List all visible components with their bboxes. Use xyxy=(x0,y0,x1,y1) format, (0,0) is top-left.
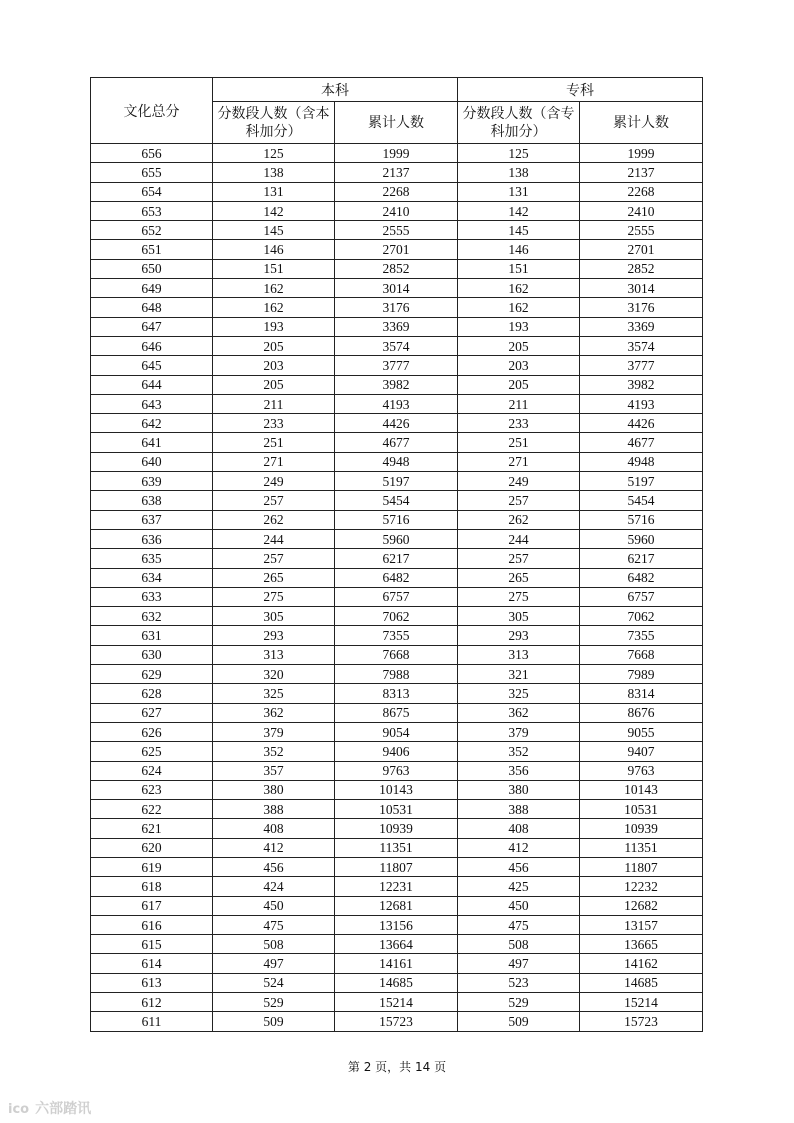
header-zhuanke-cumulative: 累计人数 xyxy=(580,102,703,144)
table-row xyxy=(91,163,703,182)
zhuanke-cumulative-cell: 9055 xyxy=(580,722,703,741)
zhuanke-segment-cell: 249 xyxy=(458,472,580,491)
zhuanke-cumulative-cell: 11351 xyxy=(580,838,703,857)
zhuanke-cumulative-cell: 15214 xyxy=(580,993,703,1012)
table-row xyxy=(91,857,703,876)
score-cell: 642 xyxy=(91,414,213,433)
zhuanke-segment-cell: 450 xyxy=(458,896,580,915)
table-row xyxy=(91,800,703,819)
zhuanke-segment-cell: 262 xyxy=(458,510,580,529)
benke-cumulative-cell: 8313 xyxy=(335,684,458,703)
zhuanke-cumulative-cell: 4426 xyxy=(580,414,703,433)
zhuanke-segment-cell: 293 xyxy=(458,626,580,645)
score-cell: 634 xyxy=(91,568,213,587)
zhuanke-cumulative-cell: 2268 xyxy=(580,182,703,201)
benke-segment-cell: 412 xyxy=(213,838,335,857)
zhuanke-cumulative-cell: 3176 xyxy=(580,298,703,317)
zhuanke-cumulative-cell: 4193 xyxy=(580,394,703,413)
score-cell: 626 xyxy=(91,722,213,741)
zhuanke-cumulative-cell: 3777 xyxy=(580,356,703,375)
score-cell: 640 xyxy=(91,452,213,471)
table-row xyxy=(91,452,703,471)
zhuanke-cumulative-cell: 2137 xyxy=(580,163,703,182)
zhuanke-cumulative-cell: 7989 xyxy=(580,665,703,684)
score-cell: 647 xyxy=(91,317,213,336)
benke-segment-cell: 325 xyxy=(213,684,335,703)
table-row xyxy=(91,877,703,896)
benke-cumulative-cell: 4193 xyxy=(335,394,458,413)
zhuanke-cumulative-cell: 15723 xyxy=(580,1012,703,1031)
score-cell: 652 xyxy=(91,221,213,240)
zhuanke-cumulative-cell: 13157 xyxy=(580,915,703,934)
zhuanke-cumulative-cell: 10143 xyxy=(580,780,703,799)
benke-segment-cell: 249 xyxy=(213,472,335,491)
zhuanke-cumulative-cell: 9407 xyxy=(580,742,703,761)
table-row xyxy=(91,356,703,375)
benke-cumulative-cell: 7988 xyxy=(335,665,458,684)
benke-cumulative-cell: 12231 xyxy=(335,877,458,896)
zhuanke-cumulative-cell: 11807 xyxy=(580,857,703,876)
score-cell: 649 xyxy=(91,279,213,298)
benke-cumulative-cell: 14685 xyxy=(335,973,458,992)
score-cell: 624 xyxy=(91,761,213,780)
zhuanke-cumulative-cell: 3014 xyxy=(580,279,703,298)
benke-cumulative-cell: 7062 xyxy=(335,607,458,626)
zhuanke-segment-cell: 265 xyxy=(458,568,580,587)
benke-cumulative-cell: 10531 xyxy=(335,800,458,819)
score-cell: 633 xyxy=(91,587,213,606)
zhuanke-segment-cell: 271 xyxy=(458,452,580,471)
zhuanke-cumulative-cell: 8314 xyxy=(580,684,703,703)
score-cell: 611 xyxy=(91,1012,213,1031)
table-row xyxy=(91,510,703,529)
score-cell: 617 xyxy=(91,896,213,915)
benke-segment-cell: 125 xyxy=(213,144,335,163)
benke-segment-cell: 362 xyxy=(213,703,335,722)
score-cell: 621 xyxy=(91,819,213,838)
score-cell: 612 xyxy=(91,993,213,1012)
benke-segment-cell: 138 xyxy=(213,163,335,182)
benke-cumulative-cell: 9054 xyxy=(335,722,458,741)
zhuanke-segment-cell: 275 xyxy=(458,587,580,606)
zhuanke-segment-cell: 203 xyxy=(458,356,580,375)
benke-cumulative-cell: 9763 xyxy=(335,761,458,780)
zhuanke-cumulative-cell: 8676 xyxy=(580,703,703,722)
benke-segment-cell: 244 xyxy=(213,529,335,548)
score-cell: 654 xyxy=(91,182,213,201)
table-row xyxy=(91,529,703,548)
zhuanke-cumulative-cell: 12232 xyxy=(580,877,703,896)
score-cell: 625 xyxy=(91,742,213,761)
zhuanke-segment-cell: 146 xyxy=(458,240,580,259)
score-cell: 620 xyxy=(91,838,213,857)
benke-cumulative-cell: 2701 xyxy=(335,240,458,259)
zhuanke-segment-cell: 475 xyxy=(458,915,580,934)
zhuanke-segment-cell: 131 xyxy=(458,182,580,201)
zhuanke-cumulative-cell: 10939 xyxy=(580,819,703,838)
zhuanke-cumulative-cell: 1999 xyxy=(580,144,703,163)
benke-cumulative-cell: 11807 xyxy=(335,857,458,876)
table-row xyxy=(91,375,703,394)
zhuanke-segment-cell: 138 xyxy=(458,163,580,182)
header-benke-cumulative: 累计人数 xyxy=(335,102,458,144)
zhuanke-segment-cell: 508 xyxy=(458,935,580,954)
table-row xyxy=(91,703,703,722)
zhuanke-segment-cell: 380 xyxy=(458,780,580,799)
zhuanke-cumulative-cell: 4677 xyxy=(580,433,703,452)
table-row xyxy=(91,1012,703,1031)
zhuanke-segment-cell: 205 xyxy=(458,336,580,355)
benke-segment-cell: 151 xyxy=(213,259,335,278)
zhuanke-segment-cell: 362 xyxy=(458,703,580,722)
score-cell: 623 xyxy=(91,780,213,799)
benke-segment-cell: 257 xyxy=(213,491,335,510)
benke-cumulative-cell: 12681 xyxy=(335,896,458,915)
zhuanke-segment-cell: 205 xyxy=(458,375,580,394)
zhuanke-segment-cell: 305 xyxy=(458,607,580,626)
zhuanke-segment-cell: 233 xyxy=(458,414,580,433)
page-footer: 第 2 页，共 14 页 xyxy=(347,1060,447,1074)
benke-cumulative-cell: 2268 xyxy=(335,182,458,201)
benke-segment-cell: 313 xyxy=(213,645,335,664)
score-cell: 643 xyxy=(91,394,213,413)
score-cell: 639 xyxy=(91,472,213,491)
table-row xyxy=(91,993,703,1012)
table-row xyxy=(91,491,703,510)
score-cell: 630 xyxy=(91,645,213,664)
score-cell: 622 xyxy=(91,800,213,819)
benke-segment-cell: 205 xyxy=(213,375,335,394)
zhuanke-segment-cell: 151 xyxy=(458,259,580,278)
table-row xyxy=(91,645,703,664)
benke-cumulative-cell: 11351 xyxy=(335,838,458,857)
score-cell: 613 xyxy=(91,973,213,992)
benke-cumulative-cell: 4677 xyxy=(335,433,458,452)
score-cell: 631 xyxy=(91,626,213,645)
table-row xyxy=(91,336,703,355)
table-row xyxy=(91,722,703,741)
benke-cumulative-cell: 3777 xyxy=(335,356,458,375)
table-row xyxy=(91,144,703,163)
zhuanke-cumulative-cell: 3369 xyxy=(580,317,703,336)
benke-cumulative-cell: 10939 xyxy=(335,819,458,838)
benke-segment-cell: 271 xyxy=(213,452,335,471)
benke-segment-cell: 508 xyxy=(213,935,335,954)
benke-cumulative-cell: 6757 xyxy=(335,587,458,606)
zhuanke-cumulative-cell: 10531 xyxy=(580,800,703,819)
benke-segment-cell: 275 xyxy=(213,587,335,606)
watermark-text: 六部踏讯 xyxy=(35,1101,92,1117)
table-body xyxy=(91,144,703,1032)
table-row xyxy=(91,626,703,645)
zhuanke-cumulative-cell: 7668 xyxy=(580,645,703,664)
zhuanke-cumulative-cell: 2852 xyxy=(580,259,703,278)
benke-cumulative-cell: 15214 xyxy=(335,993,458,1012)
benke-segment-cell: 203 xyxy=(213,356,335,375)
header-score-total: 文化总分 xyxy=(91,78,213,144)
watermark-logo-icon: ico xyxy=(8,1102,30,1117)
benke-cumulative-cell: 7668 xyxy=(335,645,458,664)
zhuanke-cumulative-cell: 3982 xyxy=(580,375,703,394)
table-row xyxy=(91,896,703,915)
score-cell: 651 xyxy=(91,240,213,259)
benke-cumulative-cell: 5197 xyxy=(335,472,458,491)
zhuanke-cumulative-cell: 12682 xyxy=(580,896,703,915)
zhuanke-segment-cell: 509 xyxy=(458,1012,580,1031)
benke-cumulative-cell: 3176 xyxy=(335,298,458,317)
benke-cumulative-cell: 8675 xyxy=(335,703,458,722)
table-row xyxy=(91,819,703,838)
benke-segment-cell: 388 xyxy=(213,800,335,819)
score-cell: 641 xyxy=(91,433,213,452)
benke-cumulative-cell: 5716 xyxy=(335,510,458,529)
header-zhuanke: 专科 xyxy=(458,78,703,102)
benke-segment-cell: 424 xyxy=(213,877,335,896)
zhuanke-segment-cell: 523 xyxy=(458,973,580,992)
table-row xyxy=(91,838,703,857)
benke-segment-cell: 529 xyxy=(213,993,335,1012)
score-cell: 628 xyxy=(91,684,213,703)
zhuanke-segment-cell: 257 xyxy=(458,491,580,510)
table-row xyxy=(91,414,703,433)
benke-segment-cell: 497 xyxy=(213,954,335,973)
benke-segment-cell: 524 xyxy=(213,973,335,992)
table-row xyxy=(91,780,703,799)
score-cell: 627 xyxy=(91,703,213,722)
table-row xyxy=(91,935,703,954)
table-row xyxy=(91,240,703,259)
table-row xyxy=(91,433,703,452)
benke-segment-cell: 293 xyxy=(213,626,335,645)
table-row xyxy=(91,221,703,240)
benke-segment-cell: 450 xyxy=(213,896,335,915)
benke-segment-cell: 380 xyxy=(213,780,335,799)
zhuanke-segment-cell: 257 xyxy=(458,549,580,568)
zhuanke-cumulative-cell: 2701 xyxy=(580,240,703,259)
score-cell: 615 xyxy=(91,935,213,954)
score-cell: 632 xyxy=(91,607,213,626)
benke-segment-cell: 265 xyxy=(213,568,335,587)
score-cell: 646 xyxy=(91,336,213,355)
benke-cumulative-cell: 3369 xyxy=(335,317,458,336)
benke-segment-cell: 162 xyxy=(213,279,335,298)
table-header xyxy=(91,78,703,144)
zhuanke-segment-cell: 321 xyxy=(458,665,580,684)
table-row xyxy=(91,279,703,298)
score-cell: 655 xyxy=(91,163,213,182)
benke-cumulative-cell: 13156 xyxy=(335,915,458,934)
table-row xyxy=(91,684,703,703)
zhuanke-cumulative-cell: 2410 xyxy=(580,201,703,220)
zhuanke-cumulative-cell: 5716 xyxy=(580,510,703,529)
benke-segment-cell: 475 xyxy=(213,915,335,934)
zhuanke-cumulative-cell: 14685 xyxy=(580,973,703,992)
zhuanke-segment-cell: 456 xyxy=(458,857,580,876)
zhuanke-cumulative-cell: 4948 xyxy=(580,452,703,471)
benke-segment-cell: 509 xyxy=(213,1012,335,1031)
table-row xyxy=(91,549,703,568)
score-cell: 650 xyxy=(91,259,213,278)
benke-cumulative-cell: 10143 xyxy=(335,780,458,799)
zhuanke-cumulative-cell: 14162 xyxy=(580,954,703,973)
benke-segment-cell: 142 xyxy=(213,201,335,220)
score-table xyxy=(90,77,703,1032)
benke-segment-cell: 408 xyxy=(213,819,335,838)
zhuanke-segment-cell: 125 xyxy=(458,144,580,163)
zhuanke-segment-cell: 142 xyxy=(458,201,580,220)
benke-cumulative-cell: 2410 xyxy=(335,201,458,220)
benke-cumulative-cell: 4426 xyxy=(335,414,458,433)
zhuanke-segment-cell: 425 xyxy=(458,877,580,896)
score-cell: 644 xyxy=(91,375,213,394)
score-cell: 653 xyxy=(91,201,213,220)
zhuanke-segment-cell: 162 xyxy=(458,298,580,317)
benke-segment-cell: 211 xyxy=(213,394,335,413)
zhuanke-segment-cell: 325 xyxy=(458,684,580,703)
zhuanke-segment-cell: 408 xyxy=(458,819,580,838)
zhuanke-segment-cell: 313 xyxy=(458,645,580,664)
zhuanke-segment-cell: 497 xyxy=(458,954,580,973)
benke-cumulative-cell: 4948 xyxy=(335,452,458,471)
table-row xyxy=(91,182,703,201)
benke-cumulative-cell: 2852 xyxy=(335,259,458,278)
benke-segment-cell: 379 xyxy=(213,722,335,741)
table-row xyxy=(91,665,703,684)
benke-cumulative-cell: 2137 xyxy=(335,163,458,182)
table-row xyxy=(91,973,703,992)
watermark xyxy=(8,1098,91,1118)
table-row xyxy=(91,587,703,606)
benke-cumulative-cell: 14161 xyxy=(335,954,458,973)
table-row xyxy=(91,472,703,491)
zhuanke-cumulative-cell: 2555 xyxy=(580,221,703,240)
benke-cumulative-cell: 3574 xyxy=(335,336,458,355)
zhuanke-cumulative-cell: 6482 xyxy=(580,568,703,587)
benke-cumulative-cell: 5454 xyxy=(335,491,458,510)
zhuanke-cumulative-cell: 5197 xyxy=(580,472,703,491)
score-cell: 618 xyxy=(91,877,213,896)
score-cell: 648 xyxy=(91,298,213,317)
zhuanke-segment-cell: 352 xyxy=(458,742,580,761)
zhuanke-segment-cell: 412 xyxy=(458,838,580,857)
benke-cumulative-cell: 7355 xyxy=(335,626,458,645)
zhuanke-segment-cell: 379 xyxy=(458,722,580,741)
zhuanke-segment-cell: 193 xyxy=(458,317,580,336)
table-row xyxy=(91,568,703,587)
benke-cumulative-cell: 3982 xyxy=(335,375,458,394)
benke-segment-cell: 305 xyxy=(213,607,335,626)
zhuanke-cumulative-cell: 5454 xyxy=(580,491,703,510)
score-cell: 616 xyxy=(91,915,213,934)
zhuanke-cumulative-cell: 3574 xyxy=(580,336,703,355)
benke-cumulative-cell: 15723 xyxy=(335,1012,458,1031)
benke-segment-cell: 146 xyxy=(213,240,335,259)
benke-cumulative-cell: 9406 xyxy=(335,742,458,761)
benke-segment-cell: 233 xyxy=(213,414,335,433)
benke-cumulative-cell: 1999 xyxy=(335,144,458,163)
benke-segment-cell: 320 xyxy=(213,665,335,684)
table-row xyxy=(91,607,703,626)
table-row xyxy=(91,761,703,780)
zhuanke-segment-cell: 388 xyxy=(458,800,580,819)
benke-segment-cell: 145 xyxy=(213,221,335,240)
score-cell: 629 xyxy=(91,665,213,684)
table-row xyxy=(91,915,703,934)
benke-segment-cell: 257 xyxy=(213,549,335,568)
score-cell: 645 xyxy=(91,356,213,375)
zhuanke-segment-cell: 244 xyxy=(458,529,580,548)
table-row xyxy=(91,742,703,761)
zhuanke-cumulative-cell: 5960 xyxy=(580,529,703,548)
score-cell: 635 xyxy=(91,549,213,568)
benke-segment-cell: 352 xyxy=(213,742,335,761)
header-zhuanke-segment: 分数段人数（含专科加分） xyxy=(458,102,580,144)
header-benke: 本科 xyxy=(213,78,458,102)
table-row xyxy=(91,201,703,220)
score-cell: 656 xyxy=(91,144,213,163)
zhuanke-cumulative-cell: 9763 xyxy=(580,761,703,780)
zhuanke-segment-cell: 251 xyxy=(458,433,580,452)
header-benke-segment: 分数段人数（含本科加分） xyxy=(213,102,335,144)
table-row xyxy=(91,298,703,317)
benke-segment-cell: 262 xyxy=(213,510,335,529)
benke-segment-cell: 131 xyxy=(213,182,335,201)
benke-cumulative-cell: 3014 xyxy=(335,279,458,298)
benke-cumulative-cell: 5960 xyxy=(335,529,458,548)
benke-segment-cell: 456 xyxy=(213,857,335,876)
zhuanke-cumulative-cell: 13665 xyxy=(580,935,703,954)
zhuanke-cumulative-cell: 6217 xyxy=(580,549,703,568)
zhuanke-segment-cell: 145 xyxy=(458,221,580,240)
zhuanke-segment-cell: 162 xyxy=(458,279,580,298)
zhuanke-segment-cell: 356 xyxy=(458,761,580,780)
benke-segment-cell: 357 xyxy=(213,761,335,780)
score-cell: 619 xyxy=(91,857,213,876)
table-row xyxy=(91,317,703,336)
zhuanke-cumulative-cell: 7062 xyxy=(580,607,703,626)
zhuanke-segment-cell: 529 xyxy=(458,993,580,1012)
benke-segment-cell: 251 xyxy=(213,433,335,452)
score-cell: 636 xyxy=(91,529,213,548)
benke-cumulative-cell: 2555 xyxy=(335,221,458,240)
zhuanke-cumulative-cell: 7355 xyxy=(580,626,703,645)
benke-segment-cell: 205 xyxy=(213,336,335,355)
score-cell: 637 xyxy=(91,510,213,529)
benke-segment-cell: 162 xyxy=(213,298,335,317)
benke-segment-cell: 193 xyxy=(213,317,335,336)
table-row xyxy=(91,259,703,278)
zhuanke-segment-cell: 211 xyxy=(458,394,580,413)
table-row xyxy=(91,954,703,973)
table-row xyxy=(91,394,703,413)
score-cell: 614 xyxy=(91,954,213,973)
zhuanke-cumulative-cell: 6757 xyxy=(580,587,703,606)
score-cell: 638 xyxy=(91,491,213,510)
benke-cumulative-cell: 13664 xyxy=(335,935,458,954)
benke-cumulative-cell: 6217 xyxy=(335,549,458,568)
benke-cumulative-cell: 6482 xyxy=(335,568,458,587)
